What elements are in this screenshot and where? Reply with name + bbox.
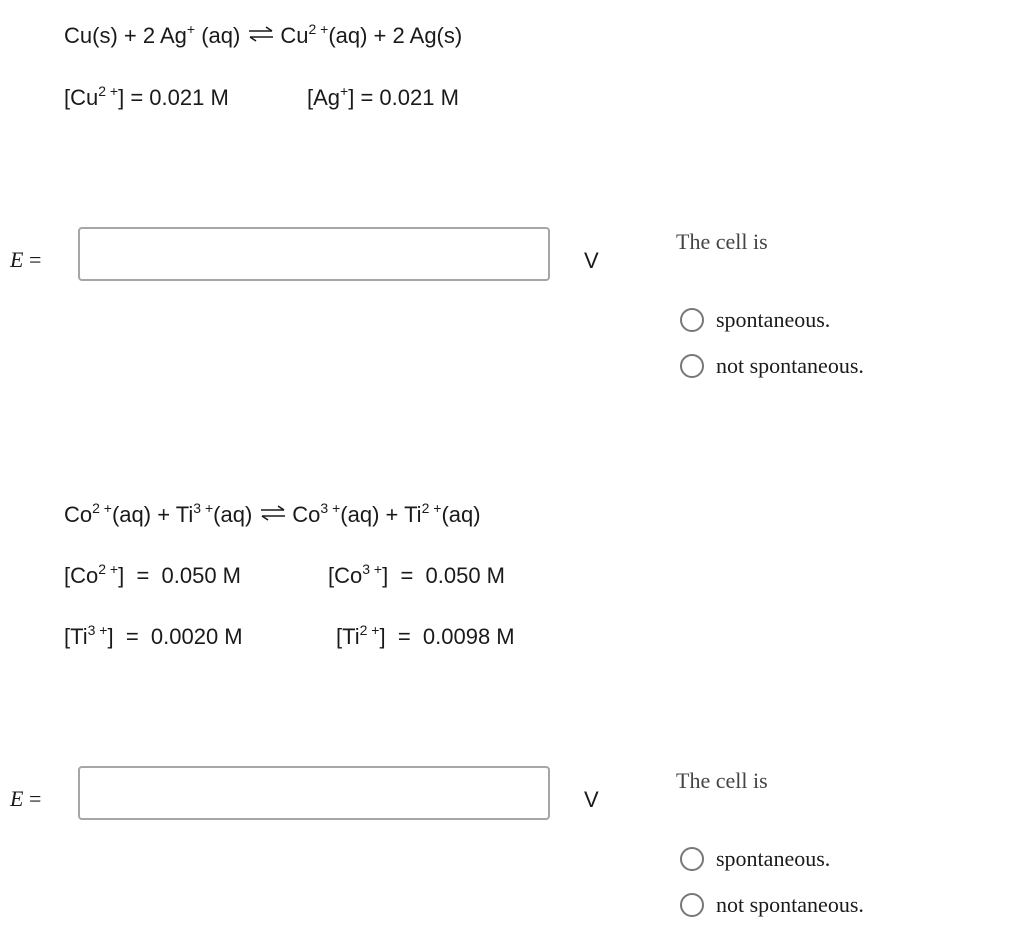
charge-superscript: 2 + [359,622,380,638]
reactant-state: (aq) [195,23,241,48]
charge-superscript: 2 + [92,500,112,516]
unit-label-2: V [584,787,599,812]
radio-button[interactable] [680,354,704,378]
reaction-equation-1 [64,21,463,48]
concentration-ti2 [336,622,515,649]
product-text: (aq) + Ti [340,502,422,527]
cell-is-label-1: The cell is [676,229,768,254]
concentration-co3 [328,561,506,588]
concentration-co2 [64,561,242,588]
option-label: not spontaneous. [716,892,864,917]
e-label-1 [10,247,41,273]
charge-superscript: 3 + [320,500,341,516]
cell-potential-input-2[interactable] [78,766,550,820]
conc-value: ] = 0.021 M [348,85,459,110]
conc-species: [Cu [64,85,99,110]
charge-superscript: 2 + [308,21,329,37]
product-text: Co [292,502,321,527]
radio-button[interactable] [680,308,704,332]
charge-superscript: 2 + [98,561,119,577]
concentration-ti3 [64,622,243,649]
reactant-text: Co [64,502,93,527]
concentration-ag [307,83,459,110]
option-label: spontaneous. [716,307,831,332]
reactant-text: Cu(s) + 2 Ag [64,23,187,48]
e-variable: E [10,247,24,272]
e-label-2 [10,786,41,812]
charge-superscript: + [186,21,196,37]
conc-species: [Co [328,563,363,588]
unit-label-1: V [584,248,599,273]
charge-superscript: 3 + [193,500,214,516]
conc-value: ] = 0.0098 M [379,624,515,649]
cell-potential-input-1[interactable] [78,227,550,281]
reactant-text: (aq) + Ti [111,502,194,527]
conc-value: ] = 0.050 M [382,563,506,588]
option-not-spontaneous-2[interactable] [680,892,864,918]
concentration-cu [64,83,229,110]
radio-button[interactable] [680,893,704,917]
option-label: not spontaneous. [716,353,864,378]
conc-value: ] = 0.050 M [118,563,242,588]
charge-superscript: + [340,83,349,99]
product-state: (aq) [441,502,481,527]
charge-superscript: 3 + [362,561,383,577]
radio-button[interactable] [680,847,704,871]
conc-species: [Ag [307,85,341,110]
charge-superscript: 3 + [87,622,108,638]
conc-value: ] = 0.021 M [118,85,229,110]
product-text: Cu [280,23,309,48]
conc-value: ] = 0.0020 M [107,624,243,649]
option-not-spontaneous-1[interactable] [680,353,864,379]
conc-species: [Ti [64,624,88,649]
conc-species: [Ti [336,624,360,649]
equilibrium-arrow-icon [260,505,286,521]
equals-sign: = [23,786,42,811]
product-state: (aq) + 2 Ag(s) [328,23,463,48]
reaction-equation-2 [64,500,481,527]
option-spontaneous-2[interactable] [680,846,830,872]
option-label: spontaneous. [716,846,831,871]
equilibrium-arrow-icon [248,26,274,42]
reactant-state: (aq) [213,502,253,527]
charge-superscript: 2 + [421,500,442,516]
charge-superscript: 2 + [98,83,119,99]
cell-is-label-2: The cell is [676,768,768,793]
e-variable: E [10,786,24,811]
conc-species: [Co [64,563,99,588]
option-spontaneous-1[interactable] [680,307,830,333]
equals-sign: = [23,247,42,272]
